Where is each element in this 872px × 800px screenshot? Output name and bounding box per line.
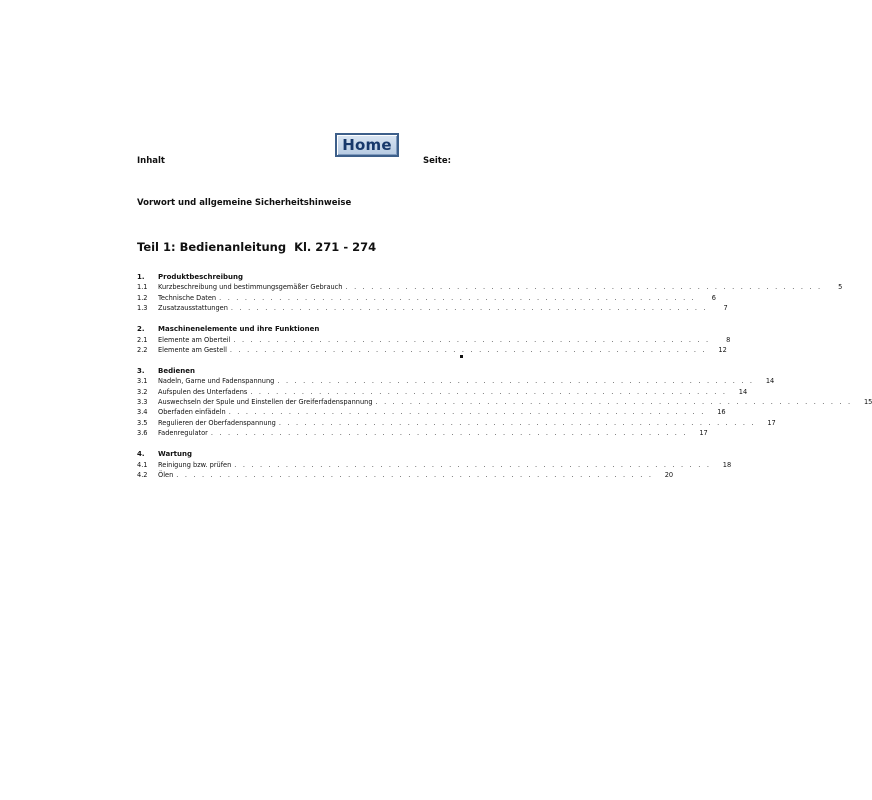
entry-label: Regulieren der Oberfadenspannung: [158, 418, 276, 427]
entry-page-number: 18: [722, 460, 732, 469]
toc-entry[interactable]: [137, 428, 708, 438]
toc-entry[interactable]: [137, 387, 748, 397]
dot-leader: . . . . . . . . . . . . . . . . . . . . . . . . . . . . . . . . . . . . . . . . . . . . . . . . . . . . . . . .: [230, 304, 708, 313]
entry-label: Elemente am Gestell: [158, 345, 227, 354]
entry-number: 1.1: [137, 283, 148, 292]
toc-entry[interactable]: [137, 376, 775, 386]
entry-page-number: 6: [711, 293, 716, 302]
entry-label: Ölen: [158, 471, 174, 480]
section-spacer: [137, 314, 448, 325]
section-title: Bedienen: [158, 366, 195, 375]
toc-entry[interactable]: [137, 303, 728, 313]
toc-entry[interactable]: [137, 293, 716, 303]
section-number: 1.: [137, 273, 145, 281]
dot-leader: . . . . . . . . . . . . . . . . . . . . . . . . . . . . . . . . . . . . . . . . . . . . . . . . . . . . . . . .: [219, 293, 696, 302]
dot-leader: . . . . . . . . . . . . . . . . . . . . . . . . . . . . . . . . . . . . . . . . . . . . . . . . . . . . . . . .: [234, 460, 712, 469]
section-title: Produktbeschreibung: [158, 273, 244, 281]
entry-label: Aufspulen des Unterfadens: [158, 387, 248, 396]
dot-leader: . . . . . . . . . . . . . . . . . . . . . . . . . . . . . . . . . . . . . . . . . . . . . . . . . . . . . . . .: [229, 345, 707, 354]
toc-entry[interactable]: [137, 418, 776, 428]
entry-page-number: 7: [723, 304, 728, 313]
toc-entry[interactable]: [137, 460, 732, 470]
part-title-text: Teil 1: Bedienanleitung: [137, 240, 287, 254]
toc-entry[interactable]: [137, 470, 674, 480]
page-column-heading: Seite:: [423, 156, 452, 166]
toc-entry[interactable]: [137, 282, 843, 292]
entry-number: 4.1: [137, 460, 148, 469]
toc-entry[interactable]: [137, 397, 872, 407]
entry-page-number: 17: [699, 429, 708, 438]
foreword-heading: Vorwort und allgemeine Sicherheitshinweise: [137, 198, 352, 208]
entry-page-number: 12: [718, 345, 727, 354]
entry-label: Auswechseln der Spule und Einstellen der Greiferfadenspannung: [158, 398, 373, 407]
entry-label: Zusatzausstattungen: [158, 304, 228, 313]
entry-number: 2.1: [137, 335, 148, 344]
dot-leader: . . . . . . . . . . . . . . . . . . . . . . . . . . . . . . . . . . . . . . . . . . . . . . . . . . . . . . . .: [345, 283, 823, 292]
toc-section-heading: [137, 324, 448, 334]
entry-page-number: 5: [838, 283, 843, 292]
toc-section-heading: [137, 449, 448, 459]
section-number: 4.: [137, 450, 145, 459]
entry-number: 4.2: [137, 471, 148, 480]
entry-page-number: 14: [765, 377, 775, 386]
dot-leader: . . . . . . . . . . . . . . . . . . . . . . . . . . . . . . . . . . . . . . . . . . . . . . . . . . . . . . . .: [375, 398, 853, 407]
contents-heading: Inhalt: [137, 156, 165, 166]
toc-section-heading: [137, 366, 448, 376]
section-spacer: [137, 439, 448, 450]
entry-label: Technische Daten: [158, 293, 217, 302]
entry-number: 2.2: [137, 345, 148, 354]
toc-entry[interactable]: [137, 345, 727, 355]
section-number: 3.: [137, 366, 145, 375]
entry-page-number: 14: [738, 387, 748, 396]
dot-leader: . . . . . . . . . . . . . . . . . . . . . . . . . . . . . . . . . . . . . . . . . . . . . . . . . . . . . . . .: [176, 471, 654, 480]
entry-label: Kurzbeschreibung und bestimmungsgemäßer Gebrauch: [158, 283, 343, 292]
entry-page-number: 20: [664, 471, 674, 480]
table-of-contents: [137, 272, 872, 480]
entry-label: Elemente am Oberteil: [158, 335, 231, 344]
entry-number: 3.6: [137, 429, 148, 438]
dot-leader: . . . . . . . . . . . . . . . . . . . . . . . . . . . . . . . . . . . . . . . . . . . . . . . . . . . . . . . .: [277, 377, 755, 386]
entry-number: 1.3: [137, 304, 148, 313]
part-title: [137, 240, 376, 254]
home-button[interactable]: Home: [335, 133, 399, 157]
entry-number: 3.2: [137, 387, 148, 396]
dot-leader: . . . . . . . . . . . . . . . . . . . . . . . . . . . . . . . . . . . . . . . . . . . . . . . . . . . . . . . .: [210, 429, 688, 438]
toc-entry[interactable]: [137, 407, 726, 417]
toc-section-heading: [137, 272, 448, 282]
margin-marker: [460, 355, 463, 358]
section-spacer: [137, 355, 448, 366]
entry-page-number: 17: [767, 418, 776, 427]
entry-page-number: 15: [863, 398, 872, 407]
dot-leader: . . . . . . . . . . . . . . . . . . . . . . . . . . . . . . . . . . . . . . . . . . . . . . . . . . . . . . . .: [228, 408, 706, 417]
entry-page-number: 8: [726, 335, 731, 344]
entry-label: Nadeln, Garne und Fadenspannung: [158, 377, 275, 386]
entry-number: 1.2: [137, 293, 148, 302]
section-title: Wartung: [158, 450, 192, 459]
section-title: Maschinenelemente und ihre Funktionen: [158, 325, 320, 334]
dot-leader: . . . . . . . . . . . . . . . . . . . . . . . . . . . . . . . . . . . . . . . . . . . . . . . . . . . . . . . .: [278, 418, 756, 427]
entry-label: Reinigung bzw. prüfen: [158, 460, 232, 469]
entry-page-number: 16: [717, 408, 726, 417]
entry-number: 3.1: [137, 377, 148, 386]
dot-leader: . . . . . . . . . . . . . . . . . . . . . . . . . . . . . . . . . . . . . . . . . . . . . . . . . . . . . . . .: [250, 387, 728, 396]
dot-leader: . . . . . . . . . . . . . . . . . . . . . . . . . . . . . . . . . . . . . . . . . . . . . . . . . . . . . . . .: [233, 335, 711, 344]
part-model: Kl. 271 - 274: [294, 240, 377, 254]
entry-label: Oberfaden einfädeln: [158, 408, 226, 417]
entry-label: Fadenregulator: [158, 429, 208, 438]
section-number: 2.: [137, 325, 145, 334]
entry-number: 3.4: [137, 408, 148, 417]
entry-number: 3.5: [137, 418, 148, 427]
entry-number: 3.3: [137, 398, 148, 407]
toc-entry[interactable]: [137, 335, 731, 345]
